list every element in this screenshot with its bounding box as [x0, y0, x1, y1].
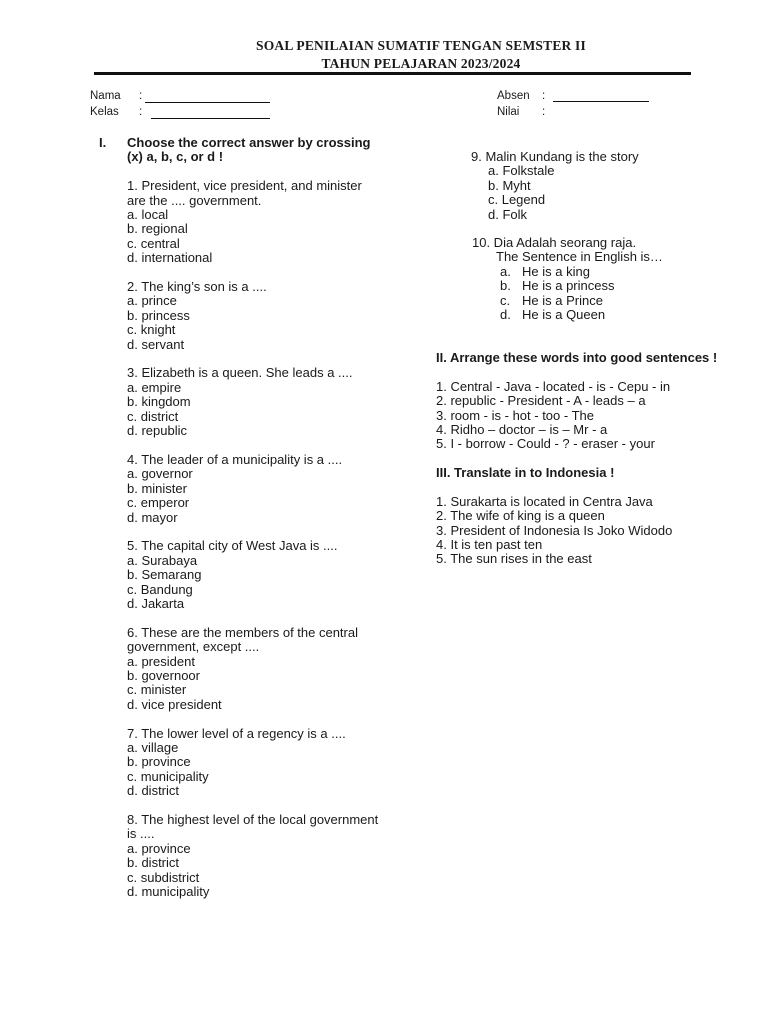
answer-option[interactable]: b. district — [127, 855, 180, 871]
nilai-label: Nilai — [497, 106, 520, 118]
question-stem: government, except .... — [127, 639, 260, 655]
question-stem: are the .... government. — [127, 192, 262, 208]
translate-item: 2. The wife of king is a queen — [436, 508, 605, 524]
answer-option[interactable]: a. governor — [127, 466, 193, 482]
question-stem: 8. The highest level of the local government — [127, 811, 379, 827]
option-letter: b. — [500, 278, 511, 294]
question-stem: 10. Dia Adalah seorang raja. — [472, 235, 637, 250]
section2-heading: II. Arrange these words into good sentences ! — [436, 350, 718, 365]
nilai-colon: : — [542, 106, 546, 118]
option-text: He is a princess — [522, 278, 615, 294]
answer-option[interactable]: a. president — [127, 653, 195, 669]
answer-option[interactable]: a. prince — [127, 293, 177, 309]
section1-left-column — [127, 136, 417, 899]
answer-option[interactable]: a. local — [127, 207, 169, 223]
translate-item: 1. Surakarta is located in Centra Java — [436, 493, 653, 509]
question-stem: 9. Malin Kundang is the story — [471, 149, 639, 164]
answer-option[interactable]: c. minister — [127, 682, 187, 698]
kelas-field — [90, 106, 119, 118]
answer-option[interactable] — [472, 308, 663, 322]
option-text: He is a Queen — [522, 307, 606, 323]
question-stem: 3. Elizabeth is a queen. She leads a .... — [127, 365, 353, 381]
answer-option[interactable]: c. emperor — [127, 495, 190, 511]
answer-option[interactable]: d. servant — [127, 336, 185, 352]
nama-colon: : — [139, 90, 143, 102]
answer-option[interactable]: d. Jakarta — [127, 595, 185, 611]
section1-instruction: Choose the correct answer by crossing — [127, 135, 371, 150]
question-stem: 6. These are the members of the central — [127, 624, 358, 640]
arrange-item: 5. I - borrow - Could - ? - eraser - your — [436, 436, 655, 452]
arrange-item: 4. Ridho – doctor – is – Mr - a — [436, 422, 608, 438]
answer-option[interactable]: c. Legend — [488, 192, 546, 208]
answer-option[interactable]: b. province — [127, 754, 191, 770]
question-stem: 5. The capital city of West Java is .... — [127, 538, 338, 554]
translate-item: 3. President of Indonesia Is Joko Widodo — [436, 522, 673, 538]
answer-option[interactable] — [472, 265, 663, 279]
question-7 — [127, 727, 417, 799]
nama-field — [90, 90, 121, 102]
answer-option[interactable]: b. minister — [127, 480, 187, 496]
answer-option[interactable]: d. municipality — [127, 884, 210, 899]
answer-option[interactable]: c. central — [127, 235, 180, 251]
exam-title: SOAL PENILAIAN SUMATIF TENGAN SEMSTER II — [256, 38, 586, 53]
absen-input-line[interactable] — [553, 101, 649, 102]
kelas-input-line[interactable] — [151, 118, 270, 119]
nilai-field — [497, 106, 519, 118]
answer-option[interactable]: c. knight — [127, 322, 176, 338]
section2 — [436, 351, 717, 452]
section1-instruction: (x) a, b, c, or d ! — [127, 149, 224, 165]
question-stem: The Sentence in English is… — [496, 249, 663, 265]
question-9 — [471, 150, 639, 222]
answer-option[interactable]: d. republic — [127, 423, 187, 439]
absen-colon: : — [542, 90, 546, 102]
question-stem: is .... — [127, 826, 155, 842]
answer-option[interactable]: d. international — [127, 250, 213, 266]
option-text: He is a king — [522, 263, 590, 279]
question-1 — [127, 179, 417, 265]
answer-option[interactable]: c. district — [127, 408, 179, 424]
question-3 — [127, 366, 417, 438]
arrange-item: 1. Central - Java - located - is - Cepu - in — [436, 378, 671, 394]
arrange-item: 3. room - is - hot - too - The — [436, 407, 594, 423]
kelas-colon: : — [139, 106, 143, 118]
question-8 — [127, 813, 417, 899]
kelas-label: Kelas — [90, 106, 119, 118]
answer-option[interactable]: d. mayor — [127, 509, 178, 525]
section3 — [436, 466, 672, 567]
question-2 — [127, 280, 417, 352]
question-stem: 1. President, vice president, and minister — [127, 178, 362, 194]
answer-option[interactable]: d. Folk — [488, 206, 528, 222]
answer-option[interactable]: b. kingdom — [127, 394, 191, 410]
answer-option[interactable] — [472, 279, 663, 293]
option-letter: d. — [500, 307, 511, 323]
answer-option[interactable]: b. regional — [127, 221, 188, 237]
question-4 — [127, 453, 417, 525]
academic-year: TAHUN PELAJARAN 2023/2024 — [321, 56, 521, 71]
absen-label: Absen — [497, 90, 530, 102]
translate-item: 4. It is ten past ten — [436, 537, 543, 553]
translate-item: 5. The sun rises in the east — [436, 551, 592, 567]
option-letter: a. — [500, 263, 511, 279]
answer-option[interactable]: b. governoor — [127, 667, 200, 683]
arrange-item: 2. republic - President - A - leads – a — [436, 393, 646, 409]
option-text: He is a Prince — [522, 292, 603, 308]
section1-number: I. — [99, 135, 107, 150]
answer-option[interactable]: d. district — [127, 783, 180, 799]
question-6 — [127, 626, 417, 712]
answer-option[interactable]: a. village — [127, 739, 179, 755]
header-divider — [94, 72, 691, 75]
question-5 — [127, 539, 417, 611]
answer-option[interactable]: a. Folkstale — [488, 163, 555, 179]
answer-option[interactable]: c. subdistrict — [127, 869, 200, 885]
answer-option[interactable] — [472, 294, 663, 308]
answer-option[interactable]: b. Semarang — [127, 567, 202, 583]
answer-option[interactable]: a. empire — [127, 379, 182, 395]
question-stem: 2. The king’s son is a .... — [127, 279, 267, 295]
answer-option[interactable]: c. Bandung — [127, 581, 193, 597]
absen-field — [497, 90, 530, 102]
answer-option[interactable]: a. Surabaya — [127, 552, 198, 568]
question-10 — [472, 236, 663, 322]
nama-input-line[interactable] — [145, 102, 270, 103]
question-stem: 7. The lower level of a regency is a .... — [127, 725, 346, 741]
section3-heading: III. Translate in to Indonesia ! — [436, 465, 615, 480]
nama-label: Nama — [90, 90, 121, 102]
answer-option[interactable]: b. Myht — [488, 177, 531, 193]
question-stem: 4. The leader of a municipality is a .... — [127, 451, 343, 467]
answer-option[interactable]: a. province — [127, 840, 191, 856]
answer-option[interactable]: b. princess — [127, 307, 190, 323]
option-letter: c. — [500, 292, 511, 308]
answer-option[interactable]: d. vice president — [127, 696, 222, 712]
answer-option[interactable]: c. municipality — [127, 768, 209, 784]
